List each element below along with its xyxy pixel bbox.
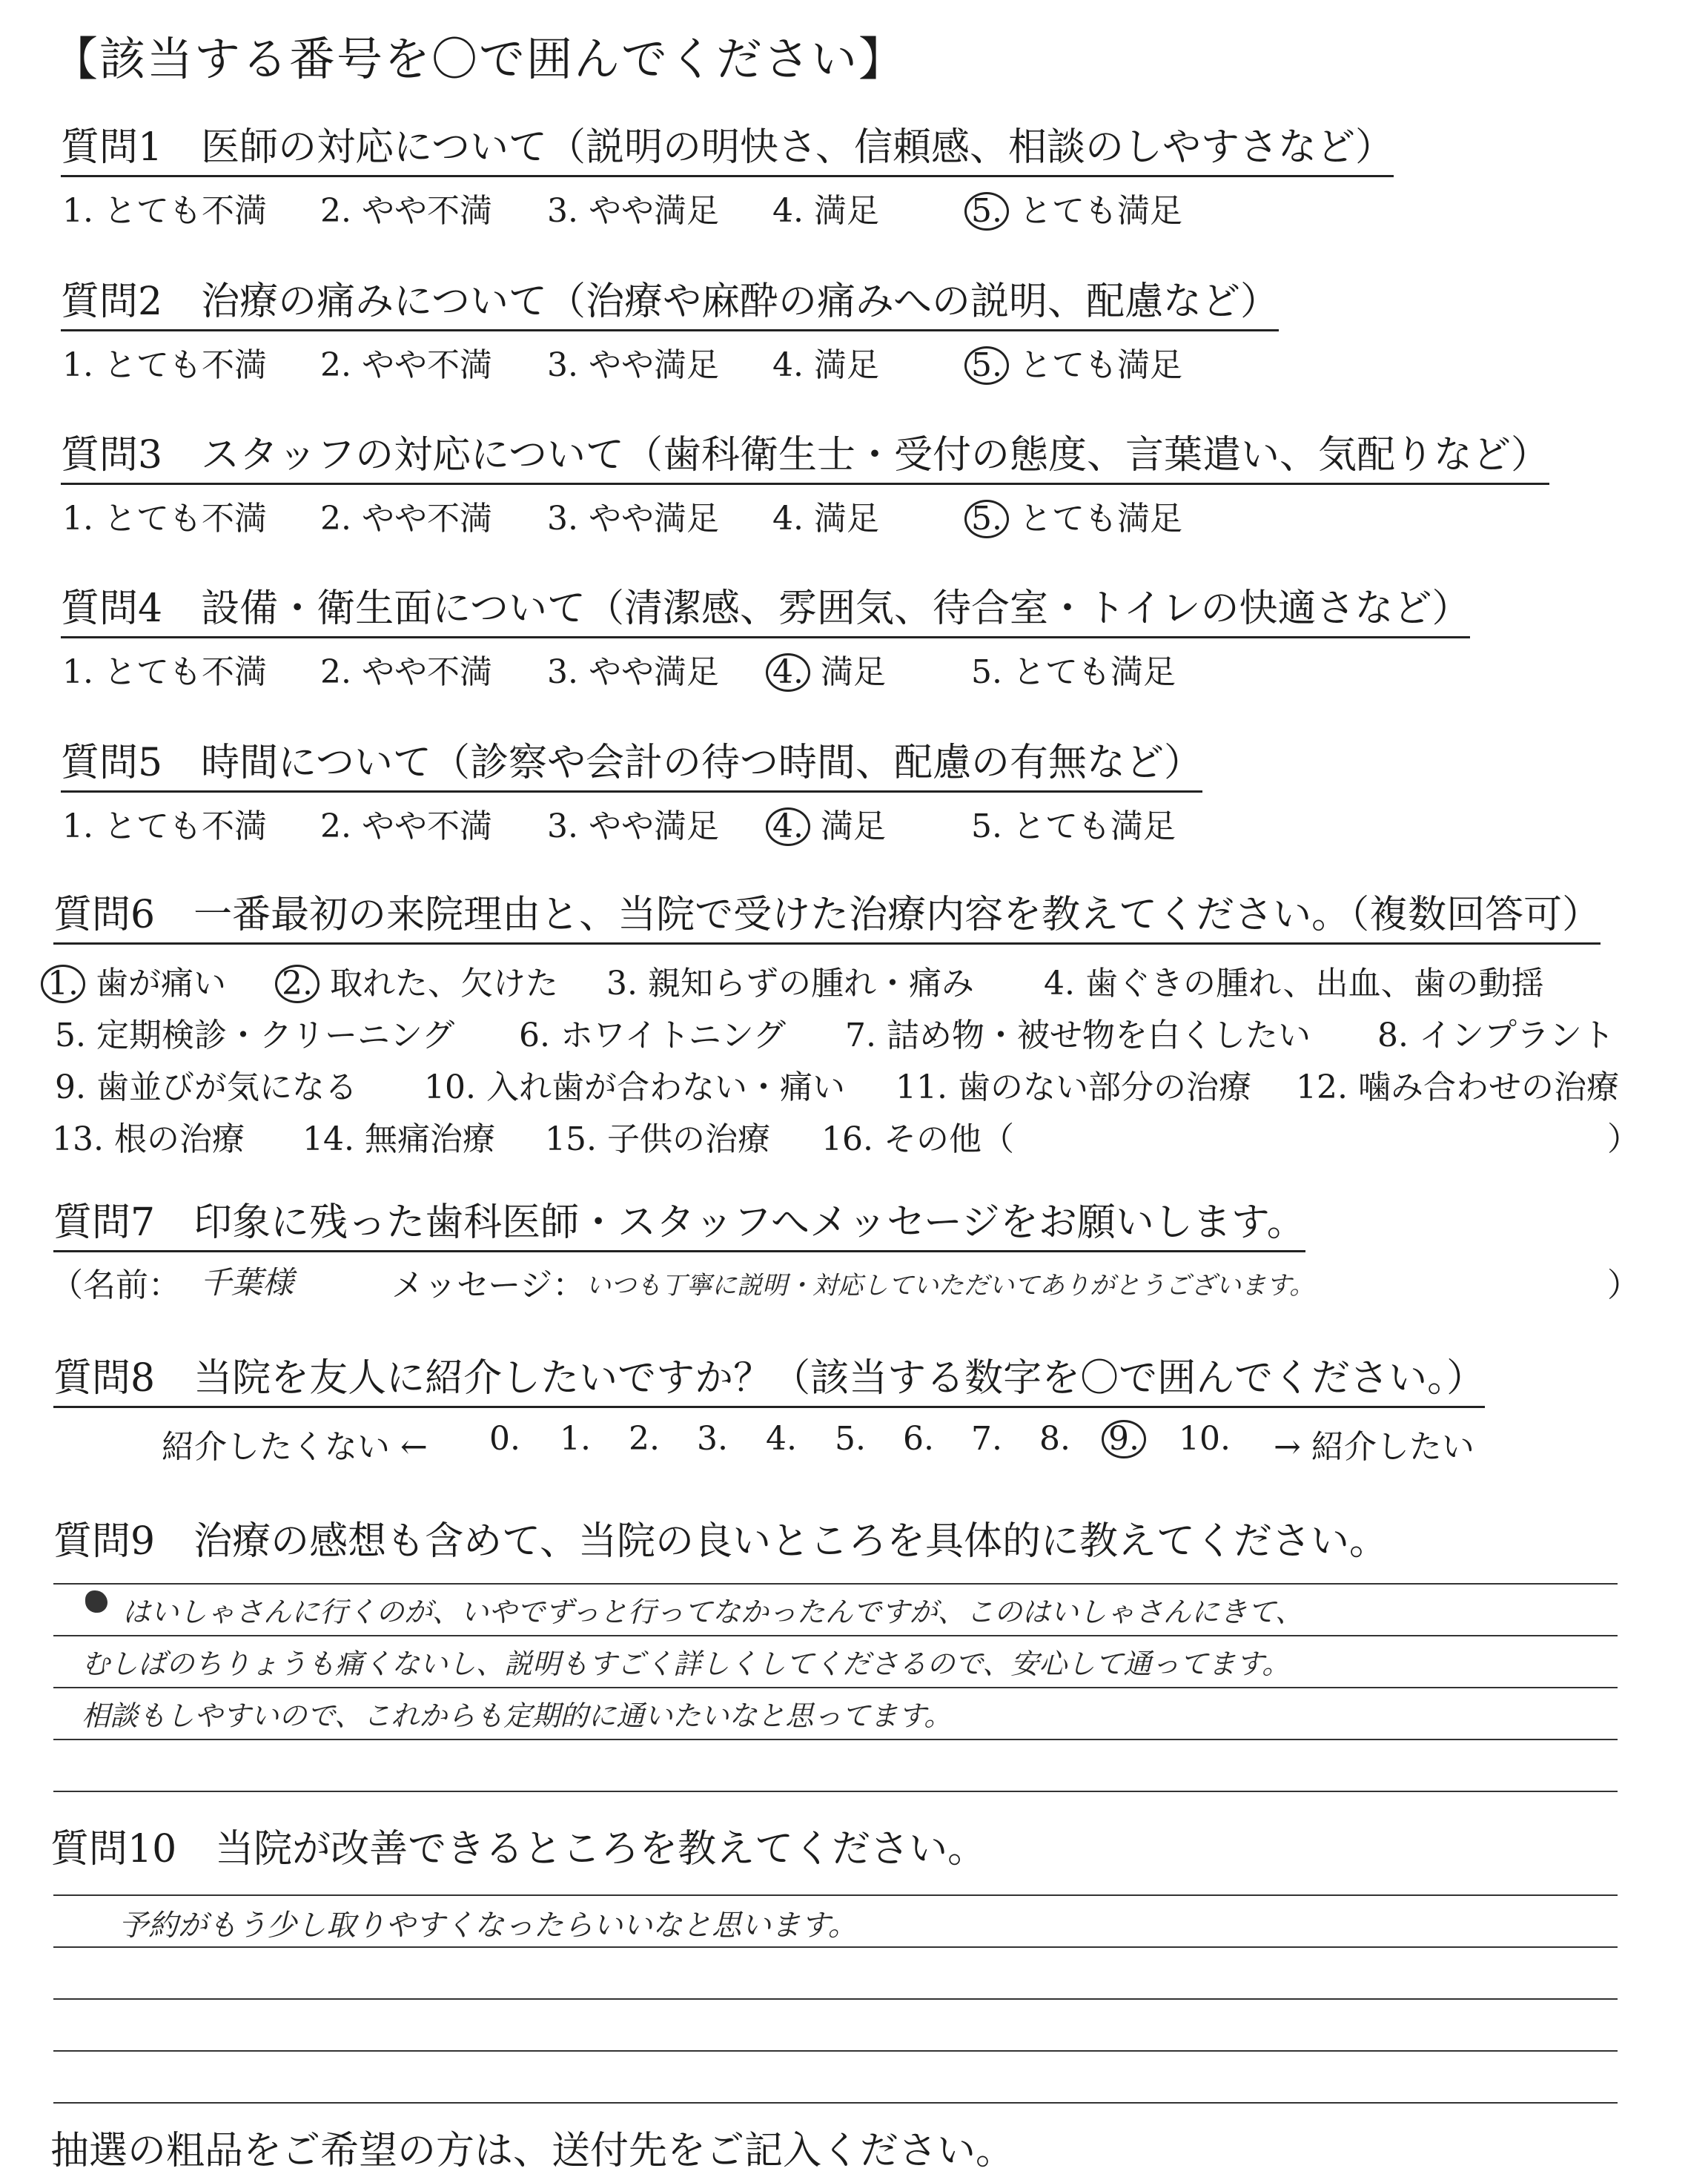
q7-message-label: メッセージ： <box>391 1266 586 1304</box>
q10-answer-line: 予約がもう少し取りやすくなったらいいなと思います。 <box>119 1909 858 1943</box>
q8-left-label: 紹介したくない ← <box>162 1428 428 1466</box>
q3-block <box>61 434 1549 485</box>
q3-option-1[interactable] <box>62 492 267 539</box>
q4-option-5[interactable] <box>971 645 1176 693</box>
option-label: 4. 満足 <box>772 653 886 691</box>
option-label: 4. 満足 <box>772 807 886 845</box>
selected-circle: 4. <box>766 653 810 692</box>
selected-circle: 1. <box>41 965 85 1003</box>
option-label: 2. やや不満 <box>320 653 492 691</box>
option-label: 5. とても満足 <box>971 500 1182 538</box>
q7-title: 質問7 印象に残った歯科医師・スタッフへメッセージをお願いします。 <box>53 1201 1305 1252</box>
q3-option-2[interactable] <box>320 492 492 539</box>
q1-block <box>61 126 1394 177</box>
q4-option-3[interactable] <box>547 645 719 693</box>
q5-option-5[interactable] <box>971 799 1176 847</box>
q1-option-1[interactable] <box>62 184 267 231</box>
q5-block <box>61 741 1202 793</box>
q4-option-4[interactable] <box>772 645 886 693</box>
q2-title: 質問2 治療の痛みについて（治療や麻酔の痛みへの説明、配慮など） <box>61 280 1279 331</box>
q8-scale-6[interactable]: 6. <box>903 1420 934 1458</box>
q2-option-5[interactable] <box>971 338 1182 386</box>
q5-option-2[interactable] <box>320 799 492 847</box>
option-label: 4. 満足 <box>772 500 879 538</box>
option-label: 2. やや不満 <box>320 346 492 384</box>
footer-note: 抽選の粗品をご希望の方は、送付先をご記入ください。 <box>50 2129 1015 2173</box>
q7-close-paren: ） <box>1607 1266 1640 1304</box>
q4-block <box>61 587 1470 638</box>
option-label: 1. とても不満 <box>62 807 267 845</box>
q6-option-16[interactable]: 16. その他（ <box>821 1120 1014 1158</box>
q9-rule <box>53 1583 1618 1585</box>
option-label: 1. とても不満 <box>62 346 267 384</box>
q8-scale-3[interactable]: 3. <box>697 1420 728 1458</box>
q1-option-3[interactable] <box>547 184 719 231</box>
q9-answer-line: はいしゃさんに行くのが、いやでずっと行ってなかったんですが、このはいしゃさんにきて、 <box>122 1596 1303 1628</box>
q8-title: 質問8 当院を友人に紹介したいですか？（該当する数字を〇で囲んでください。） <box>53 1357 1485 1408</box>
q7-message-value: いつも丁寧に説明・対応していただいてありがとうございます。 <box>586 1271 1315 1301</box>
form-header: 【該当する番号を〇で囲んでください】 <box>52 32 907 86</box>
option-label: 2. やや不満 <box>320 500 492 538</box>
q10-rule <box>53 1894 1618 1896</box>
q6-option-5[interactable]: 5. 定期検診・クリーニング <box>55 1017 455 1054</box>
selected-circle: 2. <box>275 965 320 1003</box>
q8-scale-4[interactable]: 4. <box>766 1420 797 1458</box>
q6-option-6[interactable]: 6. ホワイトニング <box>519 1017 787 1054</box>
q8-block <box>53 1357 1485 1408</box>
q2-option-3[interactable] <box>547 338 719 386</box>
q10-rule <box>53 1946 1618 1948</box>
option-label: 3. やや満足 <box>547 500 719 538</box>
q9-rule <box>53 1791 1618 1792</box>
q6-option-12[interactable]: 12. 噛み合わせの治療 <box>1296 1068 1619 1106</box>
q8-right-label: → 紹介したい <box>1274 1428 1474 1466</box>
q10-rule <box>53 2102 1618 2104</box>
q6-block <box>53 893 1601 945</box>
q8-scale-0[interactable]: 0. <box>489 1420 520 1458</box>
q3-option-4[interactable] <box>772 492 879 539</box>
q1-title: 質問1 医師の対応について（説明の明快さ、信頼感、相談のしやすさなど） <box>61 126 1394 177</box>
q6-option-1[interactable]: 1. 歯が痛い <box>47 957 226 1004</box>
selected-circle: 5. <box>964 500 1009 538</box>
q4-option-1[interactable] <box>62 645 267 693</box>
selected-circle: 5. <box>964 192 1009 231</box>
ink-mark-icon <box>85 1590 107 1613</box>
q5-option-1[interactable] <box>62 799 267 847</box>
q6-option-4[interactable]: 4. 歯ぐきの腫れ、出血、歯の動揺 <box>1044 965 1544 1002</box>
q1-option-4[interactable] <box>772 184 879 231</box>
option-label: 2. やや不満 <box>320 192 492 230</box>
q6-option-2[interactable]: 2. 取れた、欠けた <box>282 957 558 1004</box>
option-label: 3. やや満足 <box>547 192 719 230</box>
option-label: 1. とても不満 <box>62 653 267 691</box>
q9-title: 質問9 治療の感想も含めて、当院の良いところを具体的に教えてください。 <box>53 1519 1388 1564</box>
q6-close-paren: ） <box>1607 1120 1640 1158</box>
q3-title: 質問3 スタッフの対応について（歯科衛生士・受付の態度、言葉遣い、気配りなど） <box>61 434 1549 485</box>
q2-option-1[interactable] <box>62 338 267 386</box>
selected-circle: 4. <box>766 807 810 846</box>
option-label: 3. やや満足 <box>547 653 719 691</box>
selected-circle: 9. <box>1102 1420 1146 1458</box>
q5-option-3[interactable] <box>547 799 719 847</box>
q9-answer-line: 相談もしやすいので、これからも定期的に通いたいなと思ってます。 <box>82 1699 953 1732</box>
option-label: 5. とても満足 <box>971 653 1176 691</box>
option-label: 5. とても満足 <box>971 807 1176 845</box>
q1-option-5[interactable] <box>971 184 1182 231</box>
q7-name-label: （名前： <box>50 1266 181 1304</box>
q6-option-11[interactable]: 11. 歯のない部分の治療 <box>896 1068 1251 1106</box>
q7-block <box>53 1201 1305 1252</box>
q3-option-3[interactable] <box>547 492 719 539</box>
q9-rule <box>53 1687 1618 1688</box>
q6-option-15[interactable]: 15. 子供の治療 <box>545 1120 770 1158</box>
q3-option-5[interactable] <box>971 492 1182 539</box>
q8-scale-10[interactable]: 10. <box>1179 1420 1231 1458</box>
q8-scale-9[interactable] <box>1108 1420 1146 1458</box>
q6-title: 質問6 一番最初の来院理由と、当院で受けた治療内容を教えてください。（複数回答可） <box>53 893 1601 945</box>
q8-scale-8[interactable]: 8. <box>1039 1420 1070 1458</box>
q6-option-3[interactable]: 3. 親知らずの腫れ・痛み <box>606 965 974 1002</box>
q10-title: 質問10 当院が改善できるところを教えてください。 <box>50 1827 987 1871</box>
q6-option-8[interactable]: 8. インプラント <box>1377 1017 1615 1054</box>
option-label: 4. 満足 <box>772 192 879 230</box>
q6-option-10[interactable]: 10. 入れ歯が合わない・痛い <box>424 1068 845 1106</box>
q8-scale-1[interactable]: 1. <box>560 1420 591 1458</box>
option-label: 1. とても不満 <box>62 500 267 538</box>
q9-answer-line: むしばのちりょうも痛くないし、説明もすごく詳しくしてくださるので、安心して通ってます。 <box>82 1648 1291 1680</box>
option-label: 4. 満足 <box>772 346 879 384</box>
q1-option-2[interactable] <box>320 184 492 231</box>
q8-scale-5[interactable]: 5. <box>835 1420 866 1458</box>
option-label: 3. やや満足 <box>547 807 719 845</box>
q4-title: 質問4 設備・衛生面について（清潔感、雰囲気、待合室・トイレの快適さなど） <box>61 587 1470 638</box>
q9-rule <box>53 1635 1618 1636</box>
q5-title: 質問5 時間について（診察や会計の待つ時間、配慮の有無など） <box>61 741 1202 793</box>
q10-rule <box>53 1998 1618 2000</box>
q6-option-7[interactable]: 7. 詰め物・被せ物を白くしたい <box>845 1017 1311 1054</box>
option-label: 5. とても満足 <box>971 346 1182 384</box>
option-label: 3. やや満足 <box>547 346 719 384</box>
option-label: 1. とても不満 <box>62 192 267 230</box>
q6-option-14[interactable]: 14. 無痛治療 <box>302 1120 495 1158</box>
q4-option-2[interactable] <box>320 645 492 693</box>
q2-option-4[interactable] <box>772 338 879 386</box>
q8-scale-7[interactable]: 7. <box>971 1420 1002 1458</box>
q2-option-2[interactable] <box>320 338 492 386</box>
q2-block <box>61 280 1279 331</box>
q10-rule <box>53 2050 1618 2052</box>
selected-circle: 5. <box>964 346 1009 385</box>
option-label: 2. やや不満 <box>320 807 492 845</box>
q6-option-9[interactable]: 9. 歯並びが気になる <box>55 1068 357 1106</box>
q8-scale-2[interactable]: 2. <box>629 1420 660 1458</box>
q9-rule <box>53 1739 1618 1740</box>
q6-option-13[interactable]: 13. 根の治療 <box>52 1120 245 1158</box>
q5-option-4[interactable] <box>772 799 886 847</box>
q7-name-value: 千葉様 <box>200 1264 294 1301</box>
option-label: 5. とても満足 <box>971 192 1182 230</box>
